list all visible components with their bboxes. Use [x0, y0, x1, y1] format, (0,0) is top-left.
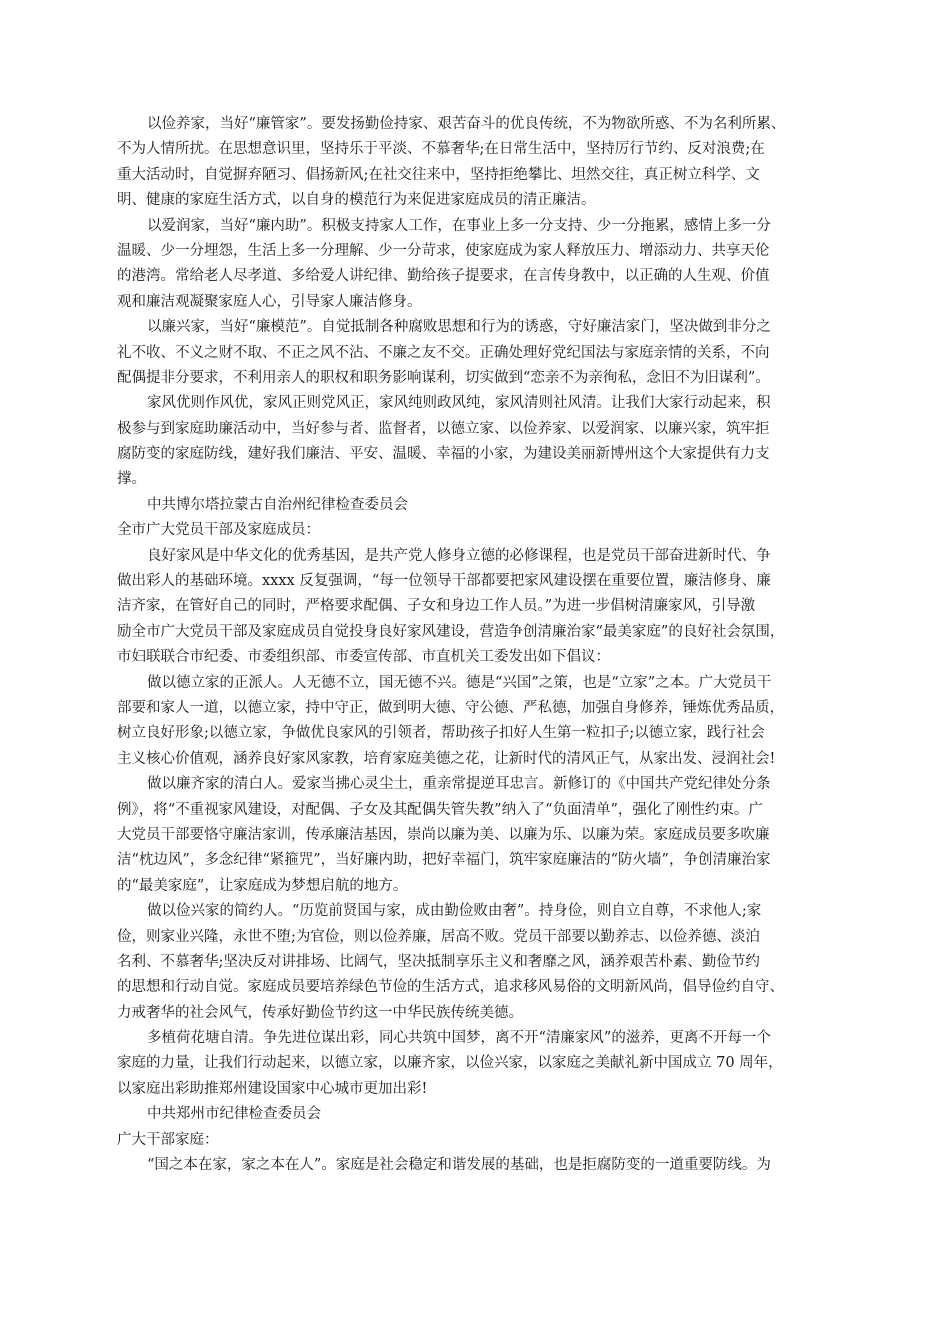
- document-body: [117, 112, 852, 1178]
- text-line: 做出彩人的基础环境。xxxx 反复强调，“每一位领导干部都要把家风建设摆在重要位置，廉洁修身、廉: [117, 573, 771, 590]
- paragraph: [117, 671, 852, 773]
- text-line: 观和廉洁观凝聚家庭人心，引导家人廉洁修身。: [117, 293, 422, 310]
- text-line: 部要和家人一道，以德立家，持中守正，做到明大德、守公德、严私德，加强自身修养，锤炼优秀品质，: [117, 699, 784, 716]
- text-line: 名利、不慕奢华;坚决反对讲排场、比阔气，坚决抵制享乐主义和奢靡之风，涵养艰苦朴素、勤俭节约: [117, 953, 760, 970]
- text-line: 家风优则作风优，家风正则党风正，家风纯则政风纯，家风清则社风清。让我们大家行动起来，积: [147, 395, 771, 412]
- text-line: 全市广大党员干部及家庭成员：: [117, 522, 320, 539]
- text-line: 的思想和行动自觉。家庭成员要培养绿色节俭的生活方式，追求移风易俗的文明新风尚，倡导俭约自守、: [117, 979, 784, 996]
- text-line: 以廉兴家，当好“廉模范”。自觉抵制各种腐败思想和行为的诱惑，守好廉洁家门，坚决做到非分之: [147, 319, 771, 336]
- text-line: 洁“枕边风”，多念纪律“紧箍咒”，当好廉内助，把好幸福门，筑牢家庭廉洁的“防火墙”，争创清廉治家: [117, 852, 771, 869]
- text-line: 极参与到家庭助廉活动中，当好参与者、监督者，以德立家、以俭养家、以爱润家、以廉兴家，筑牢拒: [117, 420, 770, 437]
- paragraph: [117, 112, 852, 214]
- text-line: 俭，则家业兴隆，永世不堕;为官俭，则以俭养廉，居高不败。党员干部要以勤养志、以俭养德、淡泊: [117, 928, 760, 945]
- paragraph: [117, 214, 852, 316]
- text-line: 以家庭出彩助推郑州建设国家中心城市更加出彩!: [117, 1080, 428, 1097]
- text-line: 洁齐家，在管好自己的同时，严格要求配偶、子女和身边工作人员。”为进一步倡树清廉家风，引导激: [117, 598, 756, 615]
- text-line: 做以德立家的正派人。人无德不立，国无德不兴。德是“兴国”之策，也是“立家”之本。广大党员干: [147, 674, 772, 691]
- signature-line: [117, 493, 852, 518]
- paragraph: [117, 1153, 852, 1178]
- text-line: 广大干部家庭：: [117, 1131, 219, 1148]
- text-line: 腐防变的家庭防线，建好我们廉洁、平安、温暖、幸福的小家，为建设美丽新博州这个大家提供有力支: [117, 446, 770, 463]
- text-line: 撑。: [117, 471, 146, 488]
- text-line: 的“最美家庭”，让家庭成为梦想启航的地方。: [117, 877, 408, 894]
- text-line: 做以俭兴家的简约人。“历览前贤国与家，成由勤俭败由奢”。持身俭，则自立自尊，不求他人;家: [147, 903, 762, 920]
- paragraph: [117, 391, 852, 493]
- text-line: 良好家风是中华文化的优秀基因，是共产党人修身立德的必修课程，也是党员干部奋进新时代、争: [147, 547, 771, 564]
- text-line: 多植荷花塘自清。争先进位谋出彩，同心共筑中国梦，离不开“清廉家风”的滋养，更离不开每一个: [147, 1030, 771, 1047]
- text-line: 不为人情所扰。在思想意识里，坚持乐于平淡、不慕奢华;在日常生活中，坚持厉行节约、反对浪费;在: [117, 141, 765, 158]
- text-line: 中共博尔塔拉蒙古自治州纪律检查委员会: [147, 496, 408, 513]
- text-line: 重大活动时，自觉摒弃陋习、倡扬新风;在社交往来中，坚持拒绝攀比、坦然交往，真正树立科学、文: [117, 166, 760, 183]
- text-line: 做以廉齐家的清白人。爱家当拂心灵尘土，重亲常提逆耳忠言。新修订的《中国共产党纪律处分条: [147, 776, 771, 793]
- text-line: 励全市广大党员干部及家庭成员自觉投身良好家风建设，营造争创清廉治家“最美家庭”的良好社会氛围，: [117, 623, 785, 640]
- text-line: 市妇联联合市纪委、市委组织部、市委宣传部、市直机关工委发出如下倡议：: [117, 649, 610, 666]
- paragraph: [117, 899, 852, 1026]
- text-line: 大党员干部要恪守廉洁家训，传承廉洁基因，崇尚以廉为美、以廉为乐、以廉为荣。家庭成员要多吹廉: [117, 826, 770, 843]
- text-line: 的港湾。常给老人尽孝道、多给爱人讲纪律、勤给孩子提要求，在言传身教中，以正确的人生观、价值: [117, 268, 770, 285]
- text-line: 家庭的力量，让我们行动起来，以德立家，以廉齐家，以俭兴家，以家庭之美献礼新中国成立 70 周年，: [117, 1055, 783, 1072]
- paragraph: [117, 544, 852, 671]
- salutation-line: [117, 518, 852, 543]
- text-line: 主义核心价值观，涵养良好家风家教，培育家庭美德之花，让新时代的清风正气，从家出发、浸润社会!: [117, 750, 776, 767]
- text-line: 配偶提非分要求，不利用亲人的职权和职务影响谋利，切实做到“恋亲不为亲徇私，念旧不为旧谋利”。: [117, 369, 770, 386]
- paragraph: [117, 772, 852, 899]
- text-line: 礼不收、不义之财不取、不正之风不沾、不廉之友不交。正确处理好党纪国法与家庭亲情的关系，不向: [117, 344, 770, 361]
- paragraph: [117, 315, 852, 391]
- text-line: 树立良好形象;以德立家，争做优良家风的引领者，帮助孩子扣好人生第一粒扣子;以德立家，践行社会: [117, 725, 765, 742]
- text-line: 明、健康的家庭生活方式，以自身的模范行为来促进家庭成员的清正廉洁。: [117, 192, 596, 209]
- paragraph: [117, 1026, 852, 1102]
- text-line: 以俭养家，当好“廉管家”。要发扬勤俭持家、艰苦奋斗的优良传统，不为物欲所惑、不为名利所累、: [147, 116, 786, 132]
- text-line: 例》，将“不重视家风建设，对配偶、子女及其配偶失管失教”纳入了“负面清单”，强化了刚性约束。广: [117, 801, 763, 818]
- signature-line: [117, 1102, 852, 1127]
- text-line: 温暖、少一分埋怨，生活上多一分理解、少一分苛求，使家庭成为家人释放压力、增添动力、共享天伦: [117, 242, 770, 259]
- text-line: 力戒奢华的社会风气，传承好勤俭节约这一中华民族传统美德。: [117, 1004, 523, 1021]
- text-line: 中共郑州市纪律检查委员会: [147, 1106, 321, 1123]
- text-line: 以爱润家，当好“廉内助”。积极支持家人工作，在事业上多一分支持、少一分拖累，感情上多一分: [147, 217, 771, 234]
- salutation-line: [117, 1128, 852, 1153]
- text-line: “国之本在家，家之本在人”。家庭是社会稳定和谐发展的基础，也是拒腐防变的一道重要防线。为: [147, 1157, 771, 1174]
